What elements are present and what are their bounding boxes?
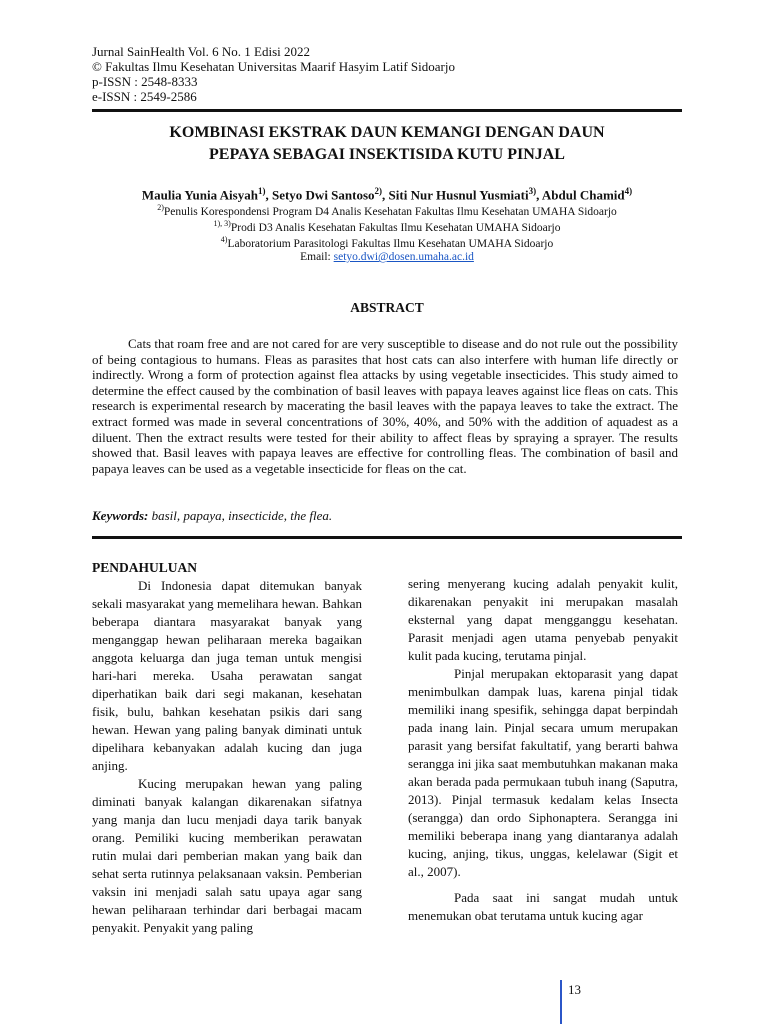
affiliation-text: Prodi D3 Analis Kesehatan Fakultas Ilmu Kesehatan UMAHA Sidoarjo bbox=[230, 221, 561, 234]
affiliation-mark: 1), 3) bbox=[213, 219, 231, 228]
author-name: Siti Nur Husnul Yusmiati bbox=[388, 187, 529, 203]
affiliation-text: Penulis Korespondensi Program D4 Analis Kesehatan Fakultas Ilmu Kesehatan UMAHA Sidoarjo bbox=[163, 205, 617, 218]
keywords bbox=[92, 508, 332, 524]
paragraph: sering menyerang kucing adalah penyakit kulit, dikarenakan penyakit ini merupakan masalah eksternal yang dapat mengganggu kesehatan. Parasit menjadi agen utama penyebab penyakit kulit pada kucing, terutama pinjal. bbox=[408, 576, 678, 663]
author-separator: , bbox=[265, 187, 272, 203]
abstract-heading: ABSTRACT bbox=[350, 300, 424, 315]
page-number: 13 bbox=[568, 982, 581, 997]
affiliation bbox=[80, 233, 694, 251]
abstract-rule bbox=[92, 536, 682, 539]
author-separator: , bbox=[536, 187, 542, 203]
affiliation-mark: 2) bbox=[157, 203, 164, 212]
author-mark: 2) bbox=[374, 186, 383, 196]
email-label: Email: bbox=[300, 251, 334, 263]
paragraph: Pinjal merupakan ektoparasit yang dapat menimbulkan dampak luas, karena pinjal tidak memiliki inang spesifik, sehingga dapat berpindah pada inang lain. Pinjal secara umum merupakan parasit yang bersifat fakultatif, yang berarti bahwa serangga ini jika saat membutuhkan makanan maka akan berada pada permukaan tubuh inang (Saputra, 2013). Pinjal termasuk kedalam kelas Insecta (serangga) dan ordo Siphonaptera. Serangga ini memiliki beberapa inang yang diantaranya adalah kucing, anjing, tikus, unggas, kelelawar (Sigit et al., 2007). bbox=[408, 666, 678, 879]
p-issn: p-ISSN : 2548-8333 bbox=[92, 74, 198, 89]
author-name: Setyo Dwi Santoso bbox=[271, 187, 375, 203]
author-mark: 4) bbox=[624, 186, 633, 196]
keywords-text: basil, papaya, insecticide, the flea. bbox=[148, 508, 333, 523]
author-name: Abdul Chamid bbox=[541, 187, 625, 203]
author-mark: 1) bbox=[257, 186, 266, 196]
author-mark: 3) bbox=[528, 186, 537, 196]
footer-bar bbox=[560, 980, 562, 1024]
left-column bbox=[92, 559, 362, 937]
author-name: Maulia Yunia Aisyah bbox=[141, 187, 258, 203]
email-link[interactable]: setyo.dwi@dosen.umaha.ac.id bbox=[333, 251, 474, 263]
abstract-body: Cats that roam free and are not cared for are very susceptible to disease and do not rule out the possibility of being contagious to humans. Fleas as parasites that host cats can also interfere with human life directly or indirectly. Wrong a form of protection against flea attacks by using vegetable insecticides. This study aimed to determine the effect caused by the combination of basil leaves with papaya leaves against lice fleas on cats. This research is experimental research by macerating the basil leaves with the papaya leaves to take the extract. The extract formed was made in several concentrations of 30%, 40%, and 50% with the addition of aquadest as a diluent. Then the extract results were tested for their ability to affect fleas by spraying a sprayer. The results showed that. Basil leaves with papaya leaves are effective for controlling fleas. The combination of basil and papaya leaves can be used as a vegetable insecticide for fleas on the cat. bbox=[92, 336, 678, 476]
paragraph: Pada saat ini sangat mudah untuk menemukan obat terutama untuk kucing agar bbox=[408, 890, 678, 923]
title-line-1: KOMBINASI EKSTRAK DAUN KEMANGI DENGAN DAUN bbox=[169, 124, 605, 141]
e-issn: e-ISSN : 2549-2586 bbox=[92, 89, 197, 104]
affiliation-mark: 4) bbox=[220, 235, 228, 244]
affiliation-text: Laboratorium Parasitologi Fakultas Ilmu Kesehatan UMAHA Sidoarjo bbox=[227, 237, 554, 250]
title-line-2: PEPAYA SEBAGAI INSEKTISIDA KUTU PINJAL bbox=[209, 146, 565, 163]
section-heading: PENDAHULUAN bbox=[92, 560, 198, 575]
right-column bbox=[408, 575, 678, 925]
paragraph: Kucing merupakan hewan yang paling diminati banyak kalangan dikarenakan sifatnya yang manja dan lucu menjadi daya tarik banyak orang. Pemiliki kucing memberikan perawatan rutin mulai dari pemberian makan yang baik dan sehat serta rutinnya pelaksanaan vaksin. Pemberian vaksin ini menjadi salah satu upaya agar sang hewan peliharaan terhindar dari berbagai macam penyakit. Penyakit yang paling bbox=[92, 776, 362, 935]
author-separator: , bbox=[382, 187, 389, 203]
email-line bbox=[80, 250, 694, 264]
paper-title bbox=[92, 122, 682, 166]
faculty-copyright: © Fakultas Ilmu Kesehatan Universitas Maarif Hasyim Latif Sidoarjo bbox=[92, 59, 455, 74]
keywords-label: Keywords: bbox=[92, 508, 149, 523]
journal-name: Jurnal SainHealth Vol. 6 No. 1 Edisi 2022 bbox=[92, 44, 310, 59]
paragraph: Di Indonesia dapat ditemukan banyak sekali masyarakat yang memelihara hewan. Bahkan beberapa diantara masyarakat banyak yang menganggap hewan peliharaan mereka bagaikan anggota keluarga dan juga teman untuk mengisi hari-hari mereka. Usaha perawatan sangat diperhatikan baik dari segi makanan, kesehatan fisik, bulu, bahkan kesehatan psikis dari sang hewan. Hewan yang paling banyak diminati untuk dipelihara kebanyakan adalah kucing dan juga anjing. bbox=[92, 578, 362, 773]
header-rule bbox=[92, 109, 682, 112]
